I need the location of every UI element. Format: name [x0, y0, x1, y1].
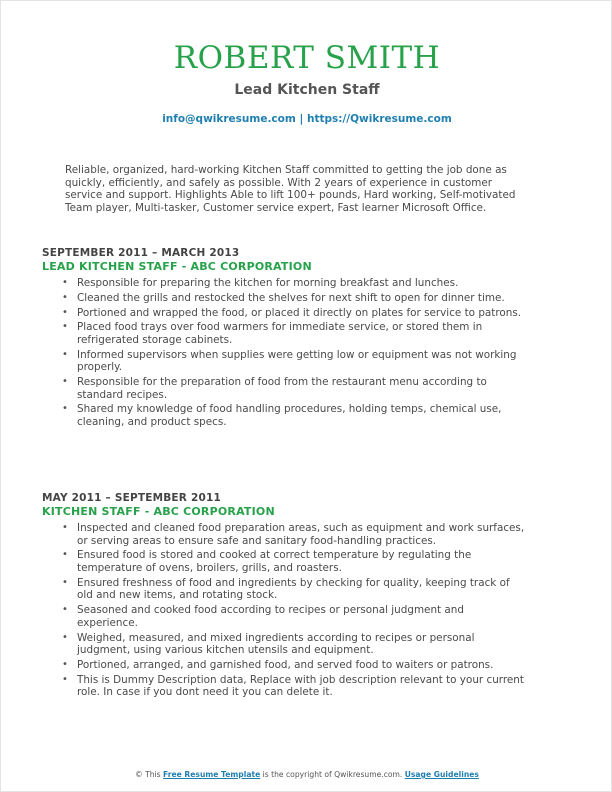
bullet-icon: • [62, 658, 68, 670]
bullet-icon: • [62, 549, 68, 561]
duty-text: Seasoned and cooked food according to recipes or personal judgment and experience. [77, 604, 464, 629]
website-link[interactable]: https://Qwikresume.com [306, 113, 452, 125]
duty-text: Weighed, measured, and mixed ingredients according to recipes or personal judgment, using various kitchen utensils and equipment. [77, 631, 475, 657]
bullet-icon: • [62, 376, 68, 388]
bullet-icon: • [62, 631, 68, 643]
duty-text: Informed supervisors when supplies were getting low or equipment was not working properly. [77, 348, 517, 374]
experience-entry [42, 492, 542, 701]
bullet-icon: • [62, 522, 68, 533]
email-link[interactable]: info@qwikresume.com [162, 113, 296, 125]
list-item [42, 674, 525, 699]
free-resume-template-link[interactable]: Free Resume Template [163, 770, 261, 779]
list-item [42, 632, 525, 657]
list-item [42, 349, 525, 374]
job-duties-list [42, 277, 542, 429]
list-item [42, 403, 525, 428]
job-title: LEAD KITCHEN STAFF - ABC CORPORATION [42, 260, 312, 273]
duty-text: Placed food trays over food warmers for immediate service, or stored them in refrigerated storage cabinets. [77, 321, 483, 346]
duty-text: Portioned and wrapped the food, or placed it directly on plates for service to patrons. [77, 306, 522, 319]
bullet-icon: • [62, 291, 68, 303]
list-item [42, 277, 525, 290]
usage-guidelines-link[interactable]: Usage Guidelines [404, 770, 479, 779]
duty-text: Responsible for the preparation of food from the restaurant menu according to standard recipes. [77, 376, 487, 401]
list-item [42, 577, 525, 602]
list-item [42, 321, 525, 346]
footer-prefix: © This [135, 770, 164, 779]
duty-text: Cleaned the grills and restocked the shelves for next shift to open for dinner time. [77, 291, 505, 304]
duty-text: Ensured food is stored and cooked at correct temperature by regulating the temperature of ovens, broilers, grills, and roasters. [77, 549, 472, 574]
list-item [42, 549, 525, 574]
list-item [42, 376, 525, 401]
footer-middle: is the copyright of Qwikresume.com. [260, 770, 405, 779]
bullet-icon: • [62, 348, 68, 360]
duty-text: Responsible for preparing the kitchen for morning breakfast and lunches. [77, 277, 459, 289]
duty-text: Shared my knowledge of food handling procedures, holding temps, chemical use, cleaning, and product specs. [77, 403, 502, 429]
job-title: KITCHEN STAFF - ABC CORPORATION [42, 505, 275, 518]
bullet-icon: • [62, 403, 68, 415]
list-item [42, 307, 525, 320]
bullet-icon: • [62, 576, 68, 588]
contact-separator: | [295, 113, 307, 125]
job-duties-list [42, 522, 542, 699]
duty-text: Ensured freshness of food and ingredients by checking for quality, keeping track of old and new items, and rotating stock. [77, 576, 510, 602]
job-dates: SEPTEMBER 2011 – MARCH 2013 [42, 247, 240, 259]
bullet-icon: • [62, 604, 68, 616]
bullet-icon: • [62, 321, 68, 333]
duty-text: This is Dummy Description data, Replace with job description relevant to your current role. In case if you dont need it you can delete it. [77, 673, 524, 699]
bullet-icon: • [62, 277, 68, 288]
contact-line [1, 112, 612, 126]
bullet-icon: • [62, 306, 68, 318]
candidate-name: ROBERT SMITH [173, 40, 441, 76]
experience-entry [42, 247, 542, 431]
list-item [42, 659, 525, 672]
candidate-title: Lead Kitchen Staff [234, 82, 380, 98]
list-item [42, 292, 525, 305]
duty-text: Inspected and cleaned food preparation areas, such as equipment and work surfaces, or serving areas to ensure safe and sanitary food-handling practices. [77, 522, 525, 547]
professional-summary: Reliable, organized, hard-working Kitchen Staff committed to getting the job done as quickly, efficiently, and safely as possible. With 2 years of experience in customer service and support. Highlights Able to lift 100+ pounds, Hard working, Self-motivated Team player, Multi-tasker, Customer service expert, Fast learner Microsoft Office. [65, 164, 516, 214]
bullet-icon: • [62, 673, 68, 685]
list-item [42, 604, 525, 629]
list-item [42, 522, 525, 547]
job-dates: MAY 2011 – SEPTEMBER 2011 [42, 492, 221, 504]
copyright-footer [1, 770, 612, 780]
duty-text: Portioned, arranged, and garnished food, and served food to waiters or patrons. [77, 658, 494, 671]
